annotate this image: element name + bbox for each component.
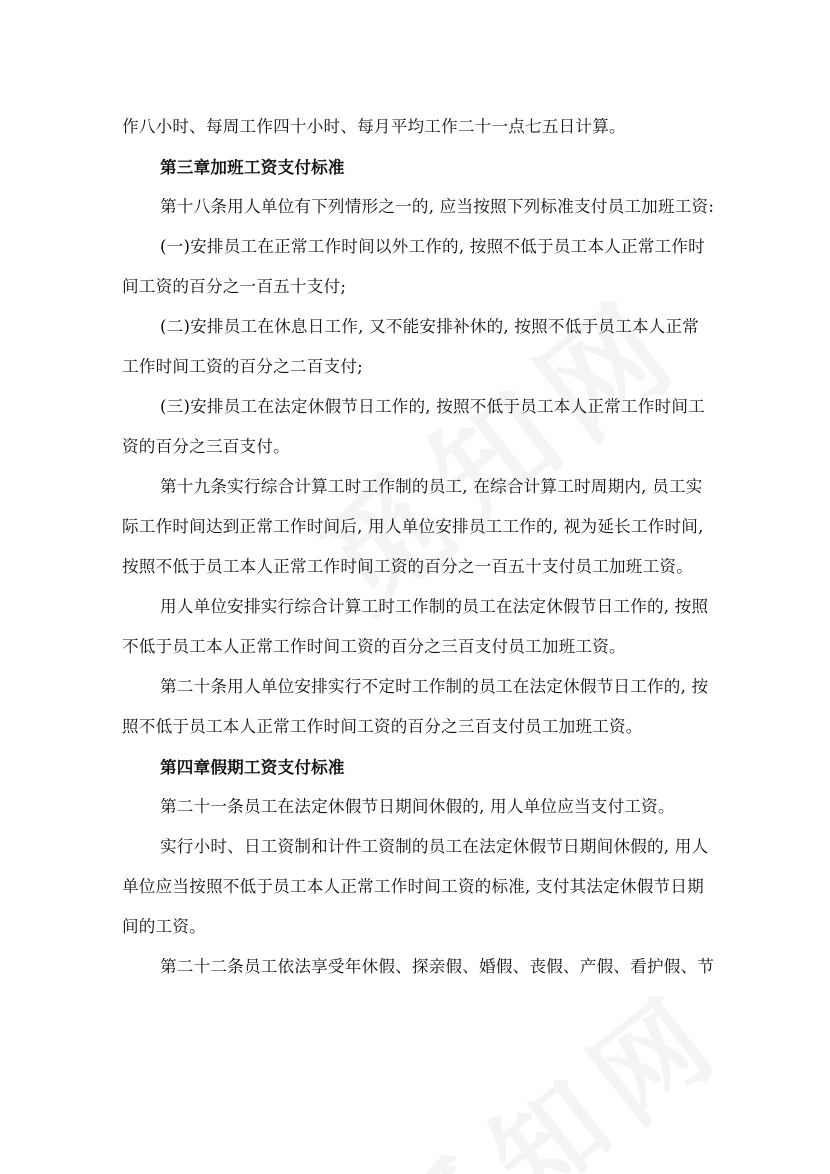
text-line: 第二十条用人单位安排实行不定时工作制的员工在法定休假节日工作的, 按 <box>160 677 709 696</box>
text-line: 间工资的百分之一百五十支付; <box>122 277 347 296</box>
text-line: 实行小时、日工资制和计件工资制的员工在法定休假节日期间休假的, 用人 <box>160 837 709 856</box>
text-line: 际工作时间达到正常工作时间后, 用人单位安排员工工作的, 视为延长工作时间, <box>122 517 704 536</box>
text-line: 作八小时、每周工作四十小时、每月平均工作二十一点七五日计算。 <box>122 117 626 136</box>
text-line: 第十八条用人单位有下列情形之一的, 应当按照下列标准支付员工加班工资: <box>160 197 715 216</box>
text-line: 按照不低于员工本人正常工作时间工资的百分之一百五十支付员工加班工资。 <box>122 557 693 576</box>
text-line: 资的百分之三百支付。 <box>122 437 290 456</box>
text-line: (二)安排员工在休息日工作, 又不能安排补休的, 按照不低于员工本人正常 <box>160 317 700 336</box>
chapter-heading: 第四章假期工资支付标准 <box>160 757 345 777</box>
text-line: 工作时间工资的百分之二百支付; <box>122 357 363 376</box>
text-line: 单位应当按照不低于员工本人正常工作时间工资的标准, 支付其法定休假节日期 <box>122 877 704 896</box>
text-line: 第二十一条员工在法定休假节日期间休假的, 用人单位应当支付工资。 <box>160 797 675 816</box>
text-line: 间的工资。 <box>122 917 206 936</box>
chapter-heading: 第三章加班工资支付标准 <box>160 157 345 177</box>
text-line: 用人单位安排实行综合计算工时工作制的员工在法定休假节日工作的, 按照 <box>160 597 709 616</box>
document-body <box>122 107 715 987</box>
text-line: 照不低于员工本人正常工作时间工资的百分之三百支付员工加班工资。 <box>122 717 643 736</box>
text-line: (三)安排员工在法定休假节日工作的, 按照不低于员工本人正常工作时间工 <box>160 397 705 416</box>
text-line: 第十九条实行综合计算工时工作制的员工, 在综合计算工时周期内, 员工实 <box>160 477 703 496</box>
text-line: 第二十二条员工依法享受年休假、探亲假、婚假、丧假、产假、看护假、节 <box>160 957 715 976</box>
text-line: 不低于员工本人正常工作时间工资的百分之三百支付员工加班工资。 <box>122 637 626 656</box>
text-line: (一)安排员工在正常工作时间以外工作的, 按照不低于员工本人正常工作时 <box>160 237 705 256</box>
